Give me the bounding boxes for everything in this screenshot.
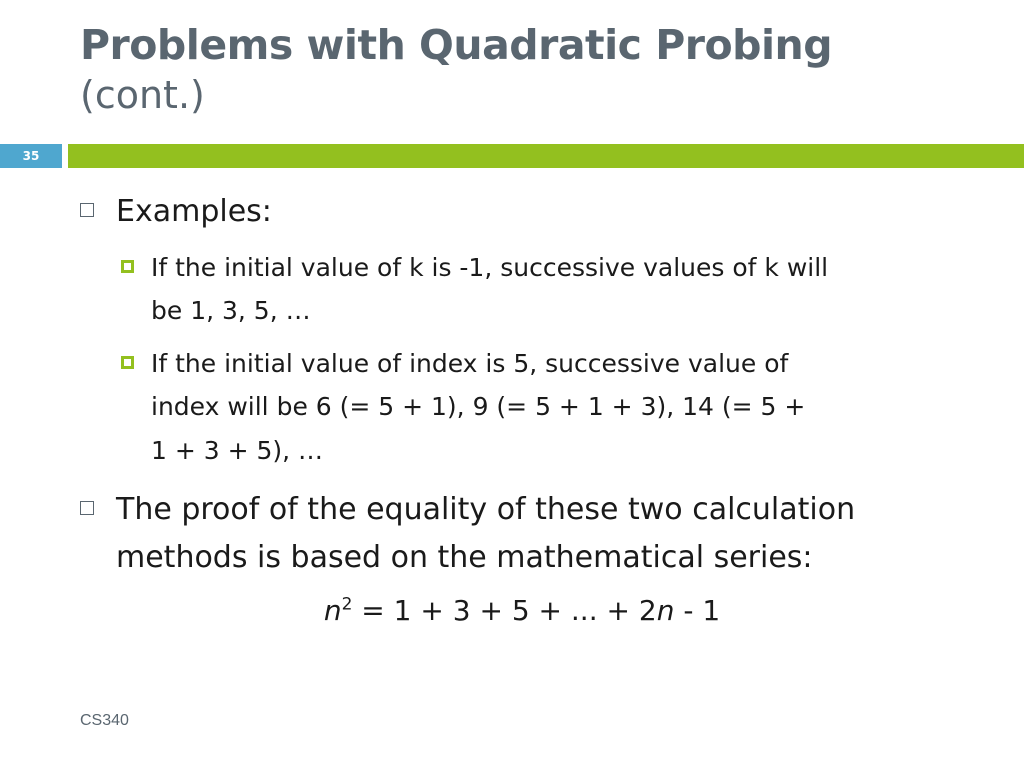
equation-n: n: [323, 594, 342, 627]
equation-n2: n: [656, 594, 675, 627]
title-continuation: (cont.): [80, 72, 205, 117]
sub-bullet-k-values: [151, 246, 951, 333]
course-footer: CS340: [80, 712, 129, 729]
hollow-square-bullet-icon: [80, 203, 94, 217]
sub-bullet-index-line2: index will be 6 (= 5 + 1), 9 (= 5 + 1 + 3), 14 (= 5 +: [151, 392, 806, 422]
equation-exponent: 2: [341, 594, 353, 615]
bullet-proof-line2: methods is based on the mathematical series:: [116, 540, 813, 575]
sub-bullet-k-line1: If the initial value of k is -1, successive values of k will: [151, 253, 829, 282]
hollow-square-bullet-icon: [80, 501, 94, 515]
slide-title: [80, 20, 980, 120]
series-equation: [0, 594, 1024, 627]
bullet-examples-text: Examples:: [116, 194, 272, 229]
sub-bullet-index-line3: 1 + 3 + 5), …: [151, 435, 324, 465]
green-square-bullet-icon: [121, 356, 134, 369]
equation-tail: - 1: [674, 594, 721, 627]
bullet-examples: [116, 188, 956, 236]
bullet-proof-line1: The proof of the equality of these two calculation: [116, 492, 856, 527]
equation-middle: = 1 + 3 + 5 + ... + 2: [352, 594, 657, 627]
title-main: Problems with Quadratic Probing: [80, 21, 833, 69]
green-square-bullet-icon: [121, 260, 134, 273]
title-divider-bar: [68, 144, 1024, 168]
sub-bullet-k-line2: be 1, 3, 5, …: [151, 296, 311, 326]
sub-bullet-index-line1: If the initial value of index is 5, successive value of: [151, 349, 789, 378]
slide-number: 35: [0, 144, 62, 168]
bullet-proof: [116, 486, 956, 582]
sub-bullet-index-values: [151, 342, 951, 472]
